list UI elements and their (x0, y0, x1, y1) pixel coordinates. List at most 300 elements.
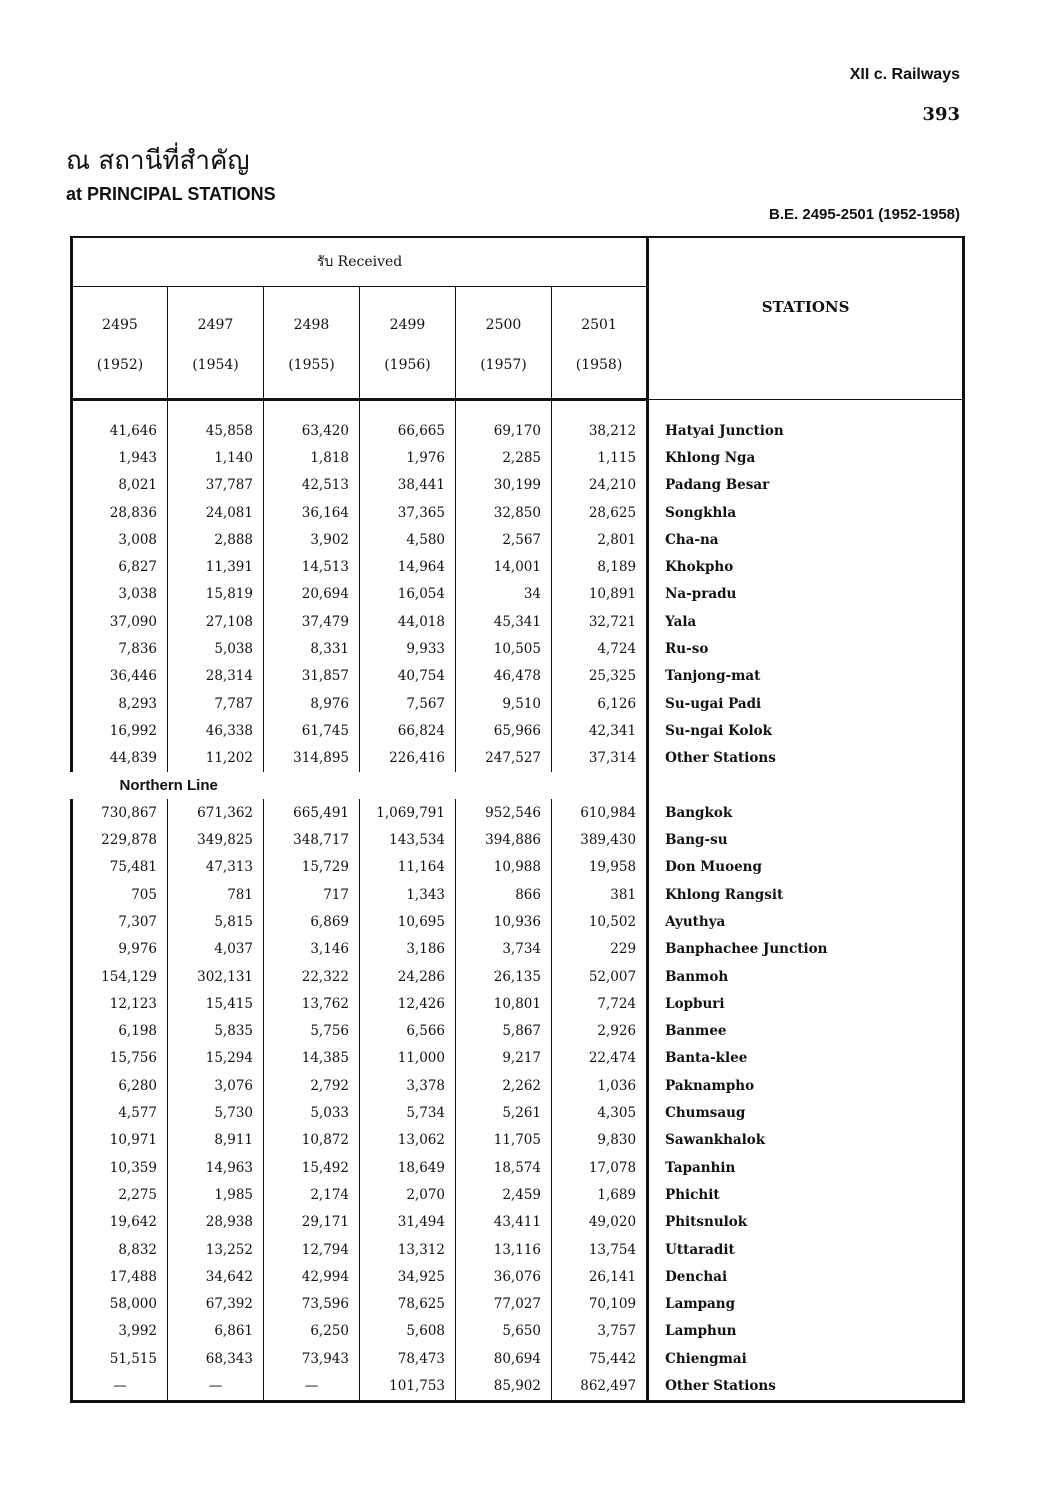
station-name: Khokpho (648, 553, 964, 580)
value-cell: 1,343 (360, 881, 456, 908)
value-cell: 5,038 (168, 635, 264, 662)
value-cell: 5,608 (360, 1318, 456, 1345)
table-row (72, 553, 964, 580)
value-cell: 952,546 (456, 799, 552, 826)
value-cell: 67,392 (168, 1291, 264, 1318)
spacer-cell (648, 400, 964, 418)
period-label: B.E. 2495-2501 (1952-1958) (769, 206, 960, 223)
year-header (456, 287, 552, 400)
table-row (72, 1318, 964, 1345)
value-cell: 37,365 (360, 499, 456, 526)
value-cell: 6,566 (360, 1018, 456, 1045)
year-header (168, 287, 264, 400)
table-row (72, 1099, 964, 1126)
station-name: Denchai (648, 1263, 964, 1290)
table-row (72, 499, 964, 526)
value-cell: 3,076 (168, 1072, 264, 1099)
value-cell: 3,902 (264, 526, 360, 553)
value-cell: 75,481 (72, 854, 168, 881)
value-cell: 3,992 (72, 1318, 168, 1345)
value-cell: 3,038 (72, 581, 168, 608)
station-name: Don Muoeng (648, 854, 964, 881)
value-cell: 37,090 (72, 608, 168, 635)
value-cell: 862,497 (552, 1372, 648, 1401)
year-ce: (1958) (575, 357, 623, 373)
value-cell: 52,007 (552, 963, 648, 990)
value-cell: 6,198 (72, 1018, 168, 1045)
year-header (552, 287, 648, 400)
table-row (72, 908, 964, 935)
value-cell: 8,189 (552, 553, 648, 580)
table-row (72, 1263, 964, 1290)
value-cell: 610,984 (552, 799, 648, 826)
value-cell: 31,494 (360, 1209, 456, 1236)
value-cell: 78,473 (360, 1345, 456, 1372)
value-cell: 73,596 (264, 1291, 360, 1318)
value-cell: — (264, 1372, 360, 1401)
value-cell: 26,135 (456, 963, 552, 990)
station-name: Lamphun (648, 1318, 964, 1345)
value-cell: 38,441 (360, 472, 456, 499)
value-cell: 14,001 (456, 553, 552, 580)
value-cell: 10,891 (552, 581, 648, 608)
value-cell: 7,567 (360, 690, 456, 717)
value-cell: 30,199 (456, 472, 552, 499)
value-cell: 45,341 (456, 608, 552, 635)
spacer-cell (360, 400, 456, 418)
table-row (72, 717, 964, 744)
table-row (72, 444, 964, 471)
value-cell: 10,936 (456, 908, 552, 935)
station-name: Khlong Nga (648, 444, 964, 471)
value-cell: 10,695 (360, 908, 456, 935)
year-be: 2500 (485, 317, 522, 333)
value-cell: 46,338 (168, 717, 264, 744)
value-cell: 7,724 (552, 990, 648, 1017)
value-cell: 5,730 (168, 1099, 264, 1126)
year-be: 2497 (197, 317, 234, 333)
value-cell: — (72, 1372, 168, 1401)
station-name: Banmoh (648, 963, 964, 990)
value-cell: 32,721 (552, 608, 648, 635)
value-cell: 5,815 (168, 908, 264, 935)
value-cell: 11,164 (360, 854, 456, 881)
value-cell: 24,210 (552, 472, 648, 499)
value-cell: 41,646 (72, 417, 168, 444)
station-name: Banmee (648, 1018, 964, 1045)
value-cell: 247,527 (456, 745, 552, 772)
station-name: Paknampho (648, 1072, 964, 1099)
value-cell: 13,252 (168, 1236, 264, 1263)
table-row (72, 690, 964, 717)
table-row (72, 990, 964, 1017)
station-name: Uttaradit (648, 1236, 964, 1263)
year-ce: (1954) (192, 357, 239, 373)
year-ce: (1952) (96, 357, 144, 373)
value-cell: 10,971 (72, 1127, 168, 1154)
value-cell: 671,362 (168, 799, 264, 826)
value-cell: 101,753 (360, 1372, 456, 1401)
value-cell: 18,649 (360, 1154, 456, 1181)
year-header (72, 287, 168, 400)
value-cell: 730,867 (72, 799, 168, 826)
value-cell: 12,794 (264, 1236, 360, 1263)
value-cell: 26,141 (552, 1263, 648, 1290)
value-cell: 13,312 (360, 1236, 456, 1263)
value-cell: 15,729 (264, 854, 360, 881)
value-cell: 2,888 (168, 526, 264, 553)
value-cell: 2,926 (552, 1018, 648, 1045)
value-cell: 2,174 (264, 1181, 360, 1208)
value-cell: 9,976 (72, 936, 168, 963)
station-name: Sawankhalok (648, 1127, 964, 1154)
value-cell: 8,293 (72, 690, 168, 717)
value-cell: 11,202 (168, 745, 264, 772)
value-cell: 2,801 (552, 526, 648, 553)
value-cell: 781 (168, 881, 264, 908)
station-name: Banphachee Junction (648, 936, 964, 963)
value-cell: 15,756 (72, 1045, 168, 1072)
value-cell: 37,479 (264, 608, 360, 635)
value-cell: 15,819 (168, 581, 264, 608)
value-cell: 7,307 (72, 908, 168, 935)
value-cell: 9,933 (360, 635, 456, 662)
value-cell: 394,886 (456, 826, 552, 853)
value-cell: 5,835 (168, 1018, 264, 1045)
value-cell: 3,757 (552, 1318, 648, 1345)
value-cell: 78,625 (360, 1291, 456, 1318)
running-header (850, 66, 960, 125)
value-cell: 2,567 (456, 526, 552, 553)
value-cell: 314,895 (264, 745, 360, 772)
value-cell: 2,459 (456, 1181, 552, 1208)
value-cell: 43,411 (456, 1209, 552, 1236)
value-cell: 4,724 (552, 635, 648, 662)
value-cell: 349,825 (168, 826, 264, 853)
value-cell: 28,836 (72, 499, 168, 526)
value-cell: 24,081 (168, 499, 264, 526)
station-name: Yala (648, 608, 964, 635)
station-name: Phitsnulok (648, 1209, 964, 1236)
value-cell: 46,478 (456, 663, 552, 690)
value-cell: 25,325 (552, 663, 648, 690)
value-cell: 36,076 (456, 1263, 552, 1290)
value-cell: 1,818 (264, 444, 360, 471)
value-cell: 6,280 (72, 1072, 168, 1099)
value-cell: 1,689 (552, 1181, 648, 1208)
value-cell: 80,694 (456, 1345, 552, 1372)
value-cell: 2,070 (360, 1181, 456, 1208)
section-label-northern-line: Northern Line (119, 777, 218, 794)
station-name: Ru-so (648, 635, 964, 662)
value-cell: 11,391 (168, 553, 264, 580)
value-cell: 63,420 (264, 417, 360, 444)
station-name: Su-ngai Kolok (648, 717, 964, 744)
spacer-cell (264, 400, 360, 418)
station-name: Tapanhin (648, 1154, 964, 1181)
value-cell: 11,000 (360, 1045, 456, 1072)
value-cell: 14,963 (168, 1154, 264, 1181)
station-name: Other Stations (648, 1372, 964, 1401)
value-cell: 10,801 (456, 990, 552, 1017)
value-cell: 15,492 (264, 1154, 360, 1181)
value-cell: 66,665 (360, 417, 456, 444)
value-cell: 44,018 (360, 608, 456, 635)
value-cell: 38,212 (552, 417, 648, 444)
table-row (72, 745, 964, 772)
station-name: Khlong Rangsit (648, 881, 964, 908)
value-cell: 37,787 (168, 472, 264, 499)
value-cell: 866 (456, 881, 552, 908)
spacer-cell (552, 400, 648, 418)
value-cell: 10,502 (552, 908, 648, 935)
value-cell: 229,878 (72, 826, 168, 853)
table-row (72, 963, 964, 990)
value-cell: 44,839 (72, 745, 168, 772)
station-name: Lampang (648, 1291, 964, 1318)
value-cell: 66,824 (360, 717, 456, 744)
table-row (72, 1181, 964, 1208)
value-cell: 5,867 (456, 1018, 552, 1045)
year-be: 2495 (102, 317, 138, 333)
value-cell: 13,062 (360, 1127, 456, 1154)
station-name: Tanjong-mat (648, 663, 964, 690)
value-cell: 4,577 (72, 1099, 168, 1126)
value-cell: 6,126 (552, 690, 648, 717)
year-be: 2499 (389, 317, 426, 333)
station-name: Ayuthya (648, 908, 964, 935)
value-cell: 17,488 (72, 1263, 168, 1290)
table-row (72, 581, 964, 608)
page-title: at PRINCIPAL STATIONS (66, 184, 276, 204)
table-row (72, 1345, 964, 1372)
year-ce: (1955) (288, 357, 335, 373)
table-row (72, 608, 964, 635)
year-ce: (1957) (480, 357, 527, 373)
value-cell: 9,830 (552, 1127, 648, 1154)
value-cell: 13,754 (552, 1236, 648, 1263)
station-name: Bang-su (648, 826, 964, 853)
station-name: Cha-na (648, 526, 964, 553)
station-name: Na-pradu (648, 581, 964, 608)
value-cell: 143,534 (360, 826, 456, 853)
value-cell: 2,275 (72, 1181, 168, 1208)
value-cell: 5,756 (264, 1018, 360, 1045)
value-cell: 6,869 (264, 908, 360, 935)
value-cell: 4,037 (168, 936, 264, 963)
value-cell: 17,078 (552, 1154, 648, 1181)
section-row (72, 772, 964, 799)
station-name: Bangkok (648, 799, 964, 826)
page-number: 393 (922, 104, 960, 125)
stations-table-wrapper (70, 236, 962, 1403)
value-cell: 14,513 (264, 553, 360, 580)
table-row (72, 1018, 964, 1045)
value-cell: 12,426 (360, 990, 456, 1017)
value-cell: 19,642 (72, 1209, 168, 1236)
stations-header: STATIONS (648, 237, 964, 400)
value-cell: 22,474 (552, 1045, 648, 1072)
station-name: Hatyai Junction (648, 417, 964, 444)
value-cell: 6,861 (168, 1318, 264, 1345)
table-row (72, 1236, 964, 1263)
value-cell: 229 (552, 936, 648, 963)
value-cell: 3,378 (360, 1072, 456, 1099)
station-name: Su-ugai Padi (648, 690, 964, 717)
value-cell: 18,574 (456, 1154, 552, 1181)
table-row (72, 635, 964, 662)
value-cell: 8,021 (72, 472, 168, 499)
value-cell: 10,872 (264, 1127, 360, 1154)
value-cell: 1,036 (552, 1072, 648, 1099)
value-cell: 58,000 (72, 1291, 168, 1318)
station-name: Phichit (648, 1181, 964, 1208)
spacer-cell (168, 400, 264, 418)
value-cell: 348,717 (264, 826, 360, 853)
station-name: Chiengmai (648, 1345, 964, 1372)
year-ce: (1956) (384, 357, 431, 373)
stations-table (70, 236, 965, 1403)
value-cell: 2,262 (456, 1072, 552, 1099)
value-cell: 34,642 (168, 1263, 264, 1290)
year-be: 2498 (293, 317, 330, 333)
value-cell: 15,415 (168, 990, 264, 1017)
value-cell: 37,314 (552, 745, 648, 772)
table-row (72, 881, 964, 908)
value-cell: 24,286 (360, 963, 456, 990)
value-cell: 1,976 (360, 444, 456, 471)
table-row (72, 1209, 964, 1236)
value-cell: 32,850 (456, 499, 552, 526)
value-cell: 6,250 (264, 1318, 360, 1345)
value-cell: 1,140 (168, 444, 264, 471)
value-cell: 29,171 (264, 1209, 360, 1236)
value-cell: 34 (456, 581, 552, 608)
received-group-header: รับ Received (72, 237, 648, 287)
value-cell: 717 (264, 881, 360, 908)
station-name: Lopburi (648, 990, 964, 1017)
value-cell: 15,294 (168, 1045, 264, 1072)
value-cell: 1,115 (552, 444, 648, 471)
table-row (72, 854, 964, 881)
value-cell: 14,964 (360, 553, 456, 580)
value-cell: 10,988 (456, 854, 552, 881)
value-cell: 5,734 (360, 1099, 456, 1126)
value-cell: 2,285 (456, 444, 552, 471)
value-cell: 389,430 (552, 826, 648, 853)
table-row (72, 1372, 964, 1401)
value-cell: 8,331 (264, 635, 360, 662)
value-cell: 705 (72, 881, 168, 908)
station-name: Padang Besar (648, 472, 964, 499)
table-row (72, 663, 964, 690)
value-cell: 20,694 (264, 581, 360, 608)
year-be: 2501 (581, 317, 617, 333)
value-cell: 51,515 (72, 1345, 168, 1372)
value-cell: 34,925 (360, 1263, 456, 1290)
table-row (72, 526, 964, 553)
station-name: Banta-klee (648, 1045, 964, 1072)
table-row (72, 826, 964, 853)
value-cell: 226,416 (360, 745, 456, 772)
value-cell: 2,792 (264, 1072, 360, 1099)
value-cell: 5,650 (456, 1318, 552, 1345)
section-title: XII c. Railways (849, 66, 960, 83)
value-cell: 7,836 (72, 635, 168, 662)
spacer-row (72, 400, 964, 418)
value-cell: 6,827 (72, 553, 168, 580)
value-cell: 9,217 (456, 1045, 552, 1072)
value-cell: 11,705 (456, 1127, 552, 1154)
value-cell: 28,314 (168, 663, 264, 690)
section-station-cell (648, 772, 964, 799)
value-cell: 12,123 (72, 990, 168, 1017)
table-row (72, 1154, 964, 1181)
value-cell: 10,359 (72, 1154, 168, 1181)
value-cell: 45,858 (168, 417, 264, 444)
value-cell: 70,109 (552, 1291, 648, 1318)
value-cell: 154,129 (72, 963, 168, 990)
value-cell: 5,033 (264, 1099, 360, 1126)
value-cell: 42,341 (552, 717, 648, 744)
value-cell: 8,911 (168, 1127, 264, 1154)
value-cell: 14,385 (264, 1045, 360, 1072)
value-cell: 4,580 (360, 526, 456, 553)
value-cell: 42,513 (264, 472, 360, 499)
value-cell: 3,734 (456, 936, 552, 963)
value-cell: 22,322 (264, 963, 360, 990)
value-cell: 665,491 (264, 799, 360, 826)
value-cell: 73,943 (264, 1345, 360, 1372)
value-cell: 42,994 (264, 1263, 360, 1290)
value-cell: 3,146 (264, 936, 360, 963)
station-name: Other Stations (648, 745, 964, 772)
value-cell: 9,510 (456, 690, 552, 717)
value-cell: 302,131 (168, 963, 264, 990)
value-cell: 75,442 (552, 1345, 648, 1372)
value-cell: — (168, 1372, 264, 1401)
value-cell: 69,170 (456, 417, 552, 444)
value-cell: 13,116 (456, 1236, 552, 1263)
value-cell: 36,164 (264, 499, 360, 526)
value-cell: 28,938 (168, 1209, 264, 1236)
value-cell: 1,943 (72, 444, 168, 471)
value-cell: 4,305 (552, 1099, 648, 1126)
value-cell: 68,343 (168, 1345, 264, 1372)
value-cell: 40,754 (360, 663, 456, 690)
table-row (72, 472, 964, 499)
value-cell: 85,902 (456, 1372, 552, 1401)
spacer-cell (72, 400, 168, 418)
value-cell: 8,832 (72, 1236, 168, 1263)
value-cell: 7,787 (168, 690, 264, 717)
value-cell: 47,313 (168, 854, 264, 881)
value-cell: 16,992 (72, 717, 168, 744)
table-row (72, 1127, 964, 1154)
value-cell: 10,505 (456, 635, 552, 662)
value-cell: 1,069,791 (360, 799, 456, 826)
spacer-cell (456, 400, 552, 418)
table-row (72, 417, 964, 444)
value-cell: 13,762 (264, 990, 360, 1017)
value-cell: 8,976 (264, 690, 360, 717)
value-cell: 3,186 (360, 936, 456, 963)
table-row (72, 799, 964, 826)
value-cell: 27,108 (168, 608, 264, 635)
value-cell: 61,745 (264, 717, 360, 744)
value-cell: 36,446 (72, 663, 168, 690)
year-header (264, 287, 360, 400)
